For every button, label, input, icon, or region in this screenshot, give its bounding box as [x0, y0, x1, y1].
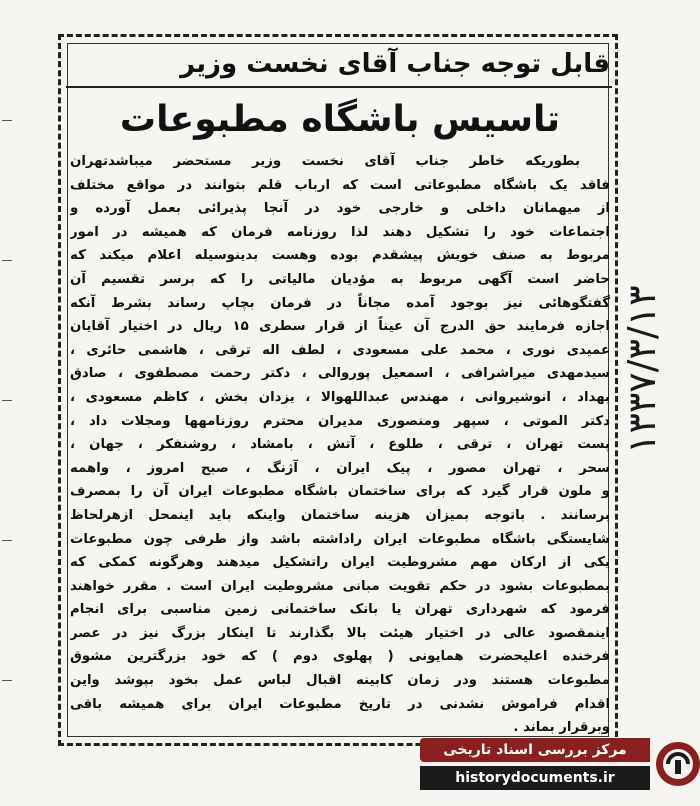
body-line: و ملون قرار گیرد که برای ساختمان باشگاه مطبوعات ایران آن را بمصرف	[70, 484, 610, 500]
body-line: یکی از ارکان مهم مشروطیت ایران راتشکیل میدهند وهرگونه کمکی که	[70, 555, 610, 571]
headline-divider	[66, 86, 612, 88]
article-body	[70, 150, 610, 738]
body-line: از میهمانان داخلی و خارجی خود در آنجا پذیرائی بعمل آورده و	[70, 201, 610, 217]
handwritten-date-note: ۱۳۳۷/۳/۱۳	[620, 285, 664, 455]
body-line: اجازه فرمایند حق الدرج آن عیناً از قرار سطری ۱۵ ریال در اختیار آقایان	[70, 319, 610, 335]
body-line: بطوریکه خاطر جناب آقای نخست وزیر مستحضر میباشدتهران	[70, 154, 580, 169]
body-line: فاقد یک باشگاه مطبوعاتی است که ارباب قلم بتوانند در مواقع مختلف	[70, 177, 610, 193]
body-line: سیدمهدی میراشرافی ، اسمعیل پوروالی ، دکتر رحمت مصطفوی ، صادق	[70, 366, 610, 382]
body-line: پست تهران ، ترقی ، طلوع ، آتش ، بامشاد ، روشنفکر ، جهان ،	[70, 437, 610, 453]
body-line: فرمود که شهرداری تهران یا بانک ساختمانی زمین مناسبی برای انجام	[70, 602, 610, 618]
watermark-url: historydocuments.ir	[420, 766, 650, 790]
body-line: اقدام فراموش نشدنی در تاریخ مطبوعات ایران برای همیشه باقی	[70, 696, 610, 712]
left-edge-ruling	[2, 0, 16, 806]
body-line: گفتگوهائی نیز بوجود آمده مجاناً در فرمان بچاپ رساند بشرط آنکه	[70, 295, 610, 311]
body-line: وبرقرار بماند .	[513, 720, 610, 736]
body-line: فرخنده اعلیحضرت همایونی ( پهلوی دوم ) که خود بزرگترین مشوق	[70, 649, 610, 665]
article-headline: قابل توجه جناب آقای نخست وزیر	[180, 49, 610, 79]
body-line: بهداد ، انوشیروانی ، مهندس عبداللهوالا ، یزدان بخش ، کاظم مسعودی ،	[70, 389, 610, 405]
body-line: بمطبوعات بشود در حکم تقویت مبانی مشروطیت ایران است . مقرر خواهند	[70, 578, 610, 594]
body-line: شایستگی باشگاه مطبوعات ایران راداشته باشد واز طرفی چون مطبوعات	[70, 531, 610, 547]
body-line: حاضر است آگهی مربوط به مؤدیان مالیاتی را که برسر تقسیم آن	[70, 271, 610, 287]
body-line: مربوط به صنف خویش پیشقدم بوده وهست بدینوسیله اعلام میکند که	[70, 248, 610, 264]
article-title: تاسیس باشگاه مطبوعات	[119, 99, 561, 140]
body-line: اجتماعات خود را تشکیل دهند لذا روزنامه فرمان که همیشه در امور	[70, 224, 610, 240]
body-line: عمیدی نوری ، محمد علی مسعودی ، لطف اله ترقی ، هاشمی حائری ،	[70, 342, 610, 358]
body-line: مطبوعات هستند ودر زمان کابینه اقبال لباس عمل بخود بپوشد واین	[70, 673, 610, 689]
body-line: برسانند . باتوجه بمیزان هزینه ساختمان واینکه باید اینمحل ازهرلحاظ	[70, 507, 610, 523]
archive-logo-icon	[654, 740, 700, 788]
watermark-org-name: مرکز بررسی اسناد تاریخی	[420, 738, 650, 762]
body-line: دکتر الموتی ، سپهر ومنصوری مدیران محترم روزنامهها ومجلات داد ،	[70, 413, 610, 429]
body-line: سحر ، تهران مصور ، پیک ایران ، آژنگ ، صبح امروز ، واهمه	[70, 460, 610, 476]
body-line: اینمقصود عالی در اختیار هیئت بالا بگذارند تا اینکار بزرگ نیز در عصر	[70, 625, 610, 641]
archive-watermark	[420, 738, 700, 802]
